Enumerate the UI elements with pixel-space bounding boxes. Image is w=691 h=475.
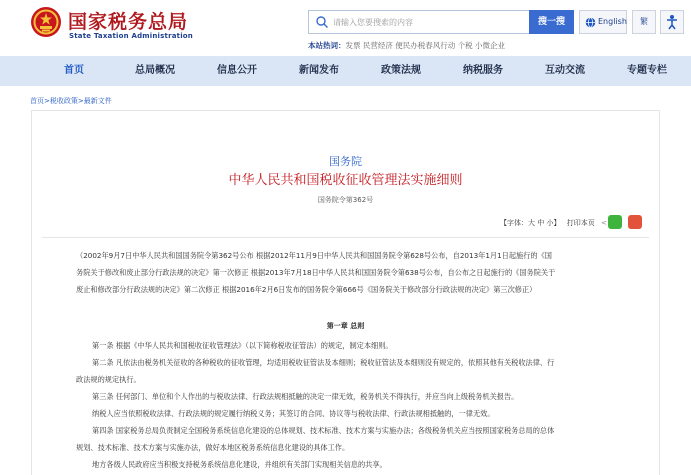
globe-icon xyxy=(585,17,596,28)
search-input[interactable] xyxy=(333,13,523,31)
document-title: 中华人民共和国税收征收管理法实施细则 xyxy=(228,173,463,188)
font-size-label: 【字体： xyxy=(500,219,528,227)
english-label: English xyxy=(598,17,627,26)
search-button[interactable]: 搜一搜 xyxy=(529,10,574,34)
nav-item-news[interactable]: 新闻发布 xyxy=(299,65,339,76)
preamble-line-2: 务院关于修改和废止部分行政法规的决定》第一次修正 根据2013年7月18日中华人民共和国国务院令第638号公布，自公布之日起施行的《国务院关于 xyxy=(76,268,556,277)
article-3-line-2: 纳税人应当依照税收法律、行政法规的规定履行纳税义务；其签订的合同、协议等与税收法律、行政法规相抵触的，一律无效。 xyxy=(92,409,495,418)
article-2-line-1: 第二条 凡依法由税务机关征收的各种税收的征收管理，均适用税收征管法及本细则；税收征管法及本细则没有规定的，依照其他有关税收法律、行 xyxy=(92,358,555,367)
article-3-line-1: 第三条 任何部门、单位和个人作出的与税收法律、行政法规相抵触的决定一律无效，税务机关不得执行，并应当向上级税务机关报告。 xyxy=(92,392,519,401)
preamble-line-3: 废止和修改部分行政法规的决定》第二次修正 根据2016年2月6日发布的国务院令第666号《国务院关于修改部分行政法规的决定》第三次修正） xyxy=(76,285,537,294)
site-logo-cn[interactable]: 国家税务总局 xyxy=(68,11,189,33)
font-size-label-end: 】 xyxy=(553,219,561,227)
divider xyxy=(42,237,649,238)
nav-item-policy[interactable]: 政策法规 xyxy=(381,65,421,76)
document-toolbar xyxy=(500,218,607,228)
chapter-heading: 第一章 总则 xyxy=(326,322,365,330)
weibo-icon[interactable] xyxy=(628,215,642,229)
article-4-line-3: 地方各级人民政府应当积极支持税务系统信息化建设，并组织有关部门实现相关信息的共享。 xyxy=(92,460,387,469)
font-small-button[interactable]: 小 xyxy=(546,219,554,227)
national-emblem-icon[interactable] xyxy=(30,6,62,38)
font-large-button[interactable]: 大 xyxy=(528,219,535,227)
document-number: 国务院令第362号 xyxy=(317,196,374,204)
font-medium-button[interactable]: 中 xyxy=(537,219,545,227)
hot-words-label: 本站热词： xyxy=(308,41,346,50)
english-button[interactable] xyxy=(579,10,627,34)
nav-item-info-disclosure[interactable]: 信息公开 xyxy=(217,65,257,76)
accessibility-button[interactable] xyxy=(660,10,684,34)
main-nav xyxy=(0,56,691,86)
document-panel xyxy=(31,110,660,475)
site-header xyxy=(0,0,691,56)
nav-item-tax-service[interactable]: 纳税服务 xyxy=(463,65,503,76)
accessibility-icon xyxy=(661,11,683,33)
nav-item-interaction[interactable]: 互动交流 xyxy=(545,65,585,76)
wechat-icon[interactable] xyxy=(608,215,622,229)
traditional-chinese-button[interactable]: 繁 xyxy=(632,10,656,34)
breadcrumb[interactable]: 首页>税收政策>最新文件 xyxy=(30,97,112,105)
nav-item-about[interactable]: 总局概况 xyxy=(135,65,175,76)
preamble-line-1: （2002年9月7日中华人民共和国国务院令第362号公布 根据2012年11月9日中华人民共和国国务院令第628号公布，自2013年1月1日起施行的《国 xyxy=(76,251,552,260)
nav-item-home[interactable]: 首页 xyxy=(64,65,84,76)
share-icon[interactable]: < xyxy=(600,219,607,227)
search-icon xyxy=(315,15,329,29)
hot-words[interactable]: 发票 民营经济 便民办税春风行动 个税 小微企业 xyxy=(345,41,506,50)
article-4-line-1: 第四条 国家税务总局负责制定全国税务系统信息化建设的总体规划、技术标准、技术方案与实施办法；各级税务机关应当按照国家税务总局的总体 xyxy=(92,426,555,435)
nav-item-topics[interactable]: 专题专栏 xyxy=(627,65,667,76)
article-4-line-2: 规划、技术标准、技术方案与实施办法，做好本地区税务系统信息化建设的具体工作。 xyxy=(76,443,350,452)
hot-words-row xyxy=(308,40,505,51)
site-logo-en[interactable]: State Taxation Administration xyxy=(69,32,193,40)
document-issuer: 国务院 xyxy=(329,155,362,168)
search-box xyxy=(308,10,530,34)
article-1: 第一条 根据《中华人民共和国税收征收管理法》（以下简称税收征管法）的规定，制定本细则。 xyxy=(92,341,393,350)
print-button[interactable]: 打印本页 xyxy=(566,219,595,227)
article-2-line-2: 政法规的规定执行。 xyxy=(76,375,141,384)
